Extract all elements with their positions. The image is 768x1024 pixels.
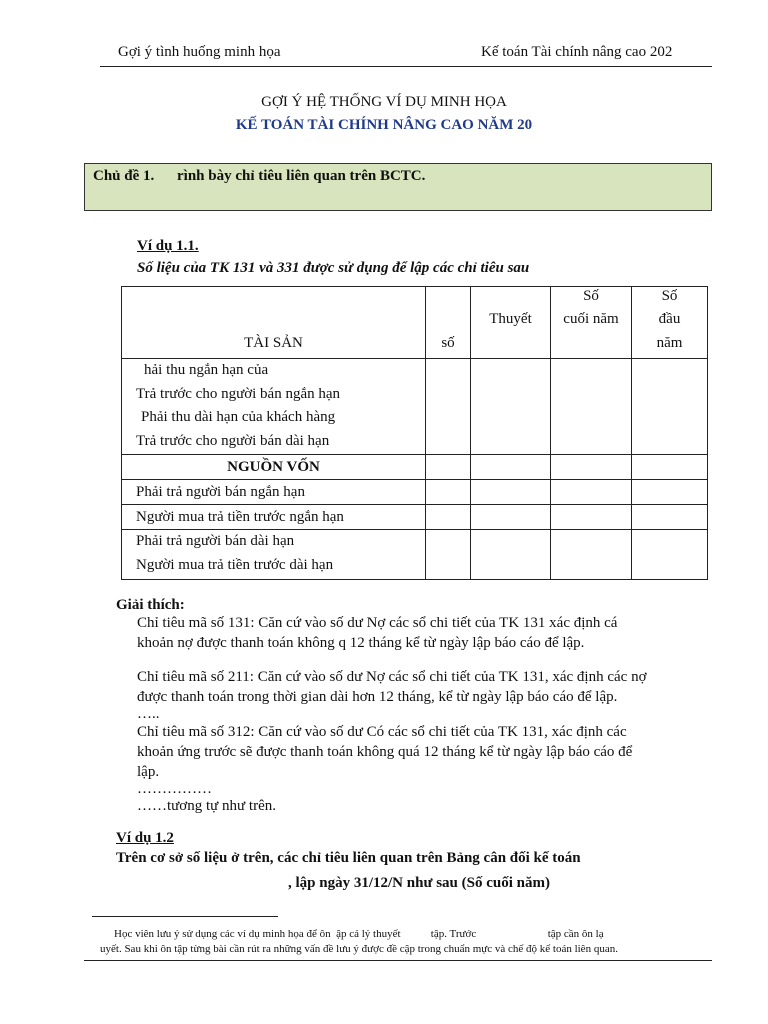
document-subtitle: KẾ TOÁN TÀI CHÍNH NÂNG CAO NĂM 20 [235, 117, 533, 133]
indicator-table [121, 286, 708, 580]
asset-items [122, 359, 426, 455]
example-1-2-line1: Trên cơ sở số liệu ở trên, các chỉ tiêu liên quan trên Bảng cân đối kế toán [116, 850, 581, 866]
table-row [122, 530, 708, 580]
capital-section-header: NGUỒN VỐN [122, 455, 426, 480]
explanation-heading: Giải thích: [116, 597, 185, 613]
table-row [122, 359, 708, 455]
empty-cell [471, 359, 551, 455]
footnote-separator [92, 916, 278, 917]
header-right: Kế toán Tài chính nâng cao 202 [481, 44, 673, 60]
footer-divider [84, 960, 712, 961]
empty-cell [471, 530, 551, 580]
capital-item: Phải trả người bán ngắn hạn [122, 480, 426, 505]
explanation-paragraph-211: Chỉ tiêu mã số 211: Căn cứ vào số dư Nợ các sổ chi tiết của TK 131, xác định các nợ được thanh toán trong thời gian dài hơn 12 tháng, kể từ ngày lập báo cáo để lập. ….. [137, 669, 647, 722]
empty-cell [632, 480, 708, 505]
explanation-paragraph-312: Chỉ tiêu mã số 312: Căn cứ vào số dư Có các sổ chi tiết của TK 131, xác định các khoản ứng trước sẽ được thanh toán không quá 12 tháng kể từ ngày lập báo cáo để lập. …………… ……tương tự như trên. [137, 724, 633, 814]
empty-cell [551, 455, 632, 480]
explanation-paragraph-131: Chỉ tiêu mã số 131: Căn cứ vào số dư Nợ các sổ chi tiết của TK 131 xác định cá khoản nợ được thanh toán không q 12 tháng kể từ ngày lập báo cáo để lập. [137, 615, 618, 651]
header-beginning-of-year: Số đầu năm [632, 287, 708, 359]
topic-text: rình bày chỉ tiêu liên quan trên BCTC. [177, 168, 426, 184]
table-header-row [122, 287, 708, 359]
document-title: GỢI Ý HỆ THỐNG VÍ DỤ MINH HỌA [261, 94, 507, 110]
footnote: Học viên lưu ý sử dụng các ví dụ minh họa để ôn ập cả lý thuyết tập. Trước tập cần ôn lạ uyết. Sau khi ôn tập từng bài cần rút ra những vấn đề lưu ý được đề cập trong chuẩn mực và chế độ kế toán liên quan. [100, 928, 618, 955]
capital-item: Người mua trả tiền trước ngắn hạn [122, 505, 426, 530]
header-note: Thuyết [471, 287, 551, 359]
empty-cell [551, 530, 632, 580]
header-left: Gợi ý tình huống minh họa [118, 44, 281, 60]
asset-item: Phải thu dài hạn của khách hàng [141, 409, 336, 425]
header-code: số [426, 287, 471, 359]
empty-cell [551, 359, 632, 455]
empty-cell [632, 455, 708, 480]
empty-cell [426, 530, 471, 580]
empty-cell [471, 505, 551, 530]
topic-number: Chủ đề 1. [93, 168, 155, 184]
example-1-2-line2: , lập ngày 31/12/N như sau (Số cuối năm) [288, 875, 550, 891]
capital-item: Người mua trả tiền trước dài hạn [136, 556, 334, 573]
empty-cell [471, 480, 551, 505]
header-end-of-year: Số cuối năm [551, 287, 632, 359]
empty-cell [551, 505, 632, 530]
header-divider [100, 66, 712, 67]
empty-cell [632, 359, 708, 455]
empty-cell [426, 505, 471, 530]
table-row [122, 480, 708, 505]
empty-cell [551, 480, 632, 505]
table-row [122, 455, 708, 480]
empty-cell [471, 455, 551, 480]
capital-item: Phải trả người bán dài hạn [136, 533, 295, 549]
empty-cell [426, 359, 471, 455]
table-row [122, 505, 708, 530]
example-1-1-title: Ví dụ 1.1. [137, 238, 199, 254]
topic-box [84, 163, 712, 211]
asset-item: hải thu ngắn hạn của [144, 362, 269, 378]
empty-cell [426, 480, 471, 505]
header-asset: TÀI SẢN [122, 287, 426, 359]
example-1-1-subtitle: Số liệu của TK 131 và 331 được sử dụng để lập các chỉ tiêu sau [137, 260, 530, 276]
asset-item: Trả trước cho người bán dài hạn [136, 432, 330, 449]
empty-cell [426, 455, 471, 480]
empty-cell [632, 505, 708, 530]
example-1-2-title: Ví dụ 1.2 [116, 830, 174, 846]
capital-items [122, 530, 426, 580]
asset-item: Trả trước cho người bán ngắn hạn [136, 385, 341, 402]
empty-cell [632, 530, 708, 580]
